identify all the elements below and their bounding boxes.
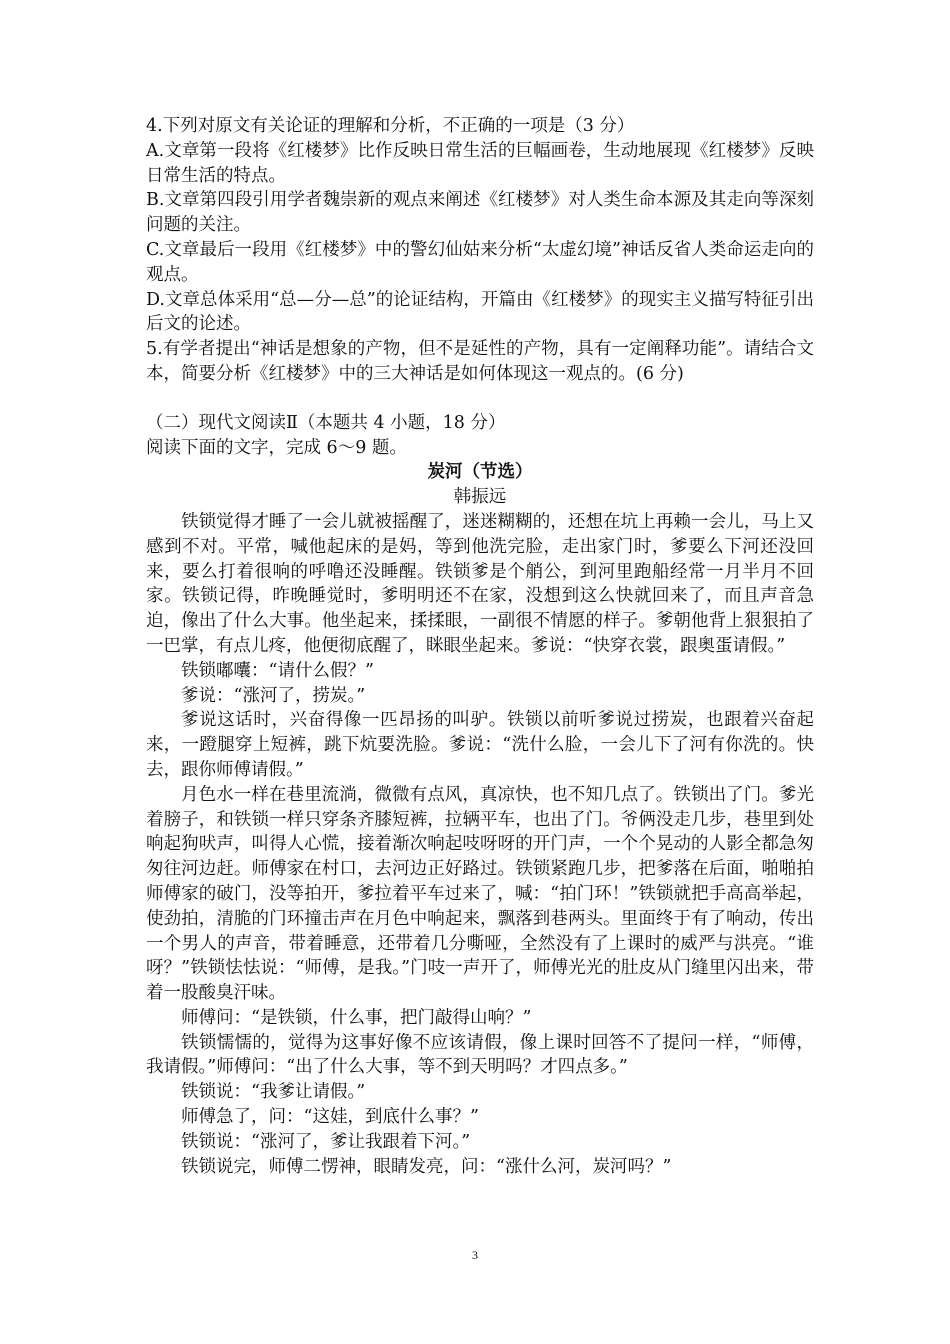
passage-author: 韩振远 <box>453 487 507 508</box>
section-spacer <box>146 387 814 411</box>
question-4-stem: 4.下列对原文有关论证的理解和分析，不正确的一项是（3 分） <box>146 116 635 136</box>
passage-paragraph: 铁锁嘟囔：“请什么假？” <box>181 660 374 681</box>
passage-paragraph: 爹说这话时，兴奋得像一匹昂扬的叫驴。铁锁以前听爹说过捞炭，也跟着兴奋起来，一蹬腿穿上短裤，跳下炕要洗脸。爹说：“洗什么脸，一会儿下了河有你洗的。快去，跟你师傅请假。” <box>146 710 814 780</box>
question-4-option-d: D.文章总体采用“总—分—总”的论证结构，开篇由《红楼梦》的现实主义描写特征引出后文的论述。 <box>146 289 814 335</box>
passage-paragraph: 爹说：“涨河了，捞炭。” <box>181 685 366 706</box>
passage-paragraph: 铁锁说：“涨河了，爹让我跟着下河。” <box>181 1131 471 1152</box>
passage-paragraph: 师傅急了，问：“这娃，到底什么事？” <box>181 1107 479 1128</box>
section-2-header: （二）现代文阅读Ⅱ（本题共 4 小题，18 分） <box>146 412 506 433</box>
passage-paragraph: 师傅问：“是铁锁，什么事，把门敲得山响？” <box>181 1007 532 1028</box>
passage-paragraph: 铁锁说完，师傅二愣神，眼睛发亮，问：“涨什么河，炭河吗？” <box>181 1156 672 1177</box>
question-4-option-c: C.文章最后一段用《红楼梦》中的警幻仙姑来分析“太虚幻境”神话反省人类命运走向的观点。 <box>146 239 814 285</box>
document-page <box>146 114 814 1179</box>
passage-paragraph: 月色水一样在巷里流淌，微微有点风，真凉快，也不知几点了。铁锁出了门。爹光着膀子，和铁锁一样只穿条齐膝短裤，拉辆平车，也出了门。爷俩没走几步，巷里到处响起狗吠声，叫得人心慌，接着渐次响起吱呀呀的开门声，一个个晃动的人影全都急匆匆往河边赶。师傅家在村口，去河边正好路过。铁锁紧跑几步，把爹落在后面，啪啪拍师傅家的破门，没等拍开，爹拉着平车过来了，喊：“拍门环！”铁锁就把手高高举起，使劲拍，清脆的门环撞击声在月色中响起来，飘落到巷两头。里面终于有了响动，传出一个男人的声音，带着睡意，还带着几分嘶哑，全然没有了上课时的威严与洪亮。“谁呀？”铁锁怯怯说：“师傅，是我。”门吱一声开了，师傅光光的肚皮从门缝里闪出来，带着一股酸臭汗味。 <box>146 784 814 1004</box>
question-4-option-b: B.文章第四段引用学者魏崇新的观点来阐述《红楼梦》对人类生命本源及其走向等深刻问题的关注。 <box>146 190 814 236</box>
passage-paragraph: 铁锁懦懦的，觉得为这事好像不应该请假，像上课时回答不了提问一样，“师傅，我请假。”师傅问：“出了什么大事，等不到天明吗？才四点多。” <box>146 1032 814 1078</box>
passage-paragraph: 铁锁觉得才睡了一会儿就被摇醒了，迷迷糊糊的，还想在坑上再赖一会儿，马上又感到不对。平常，喊他起床的是妈，等到他洗完脸，走出家门时，爹要么下河还没回来，要么打着很响的呼噜还没睡醒。铁锁爹是个艄公，到河里跑船经常一月半月不回家。铁锁记得，昨晚睡觉时，爹明明还不在家，没想到这么快就回来了，而且声音急迫，像出了什么大事。他坐起来，揉揉眼，一副很不情愿的样子。爹朝他背上狠狠拍了一巴掌，有点儿疼，他便彻底醒了，眯眼坐起来。爹说：“快穿衣裳，跟奥蛋请假。” <box>146 511 814 656</box>
page-number: 3 <box>472 1248 478 1262</box>
question-4-option-a: A.文章第一段将《红楼梦》比作反映日常生活的巨幅画卷，生动地展现《红楼梦》反映日常生活的特点。 <box>146 140 814 186</box>
question-5-stem: 5.有学者提出“神话是想象的产物，但不是延性的产物，具有一定阐释功能”。请结合文本，简要分析《红楼梦》中的三大神话是如何体现这一观点的。(6 分) <box>146 339 814 384</box>
section-2-instruction: 阅读下面的文字，完成 6～9 题。 <box>146 437 407 458</box>
passage-paragraph: 铁锁说：“我爹让请假。” <box>181 1082 366 1103</box>
passage-title: 炭河（节选） <box>427 462 533 483</box>
